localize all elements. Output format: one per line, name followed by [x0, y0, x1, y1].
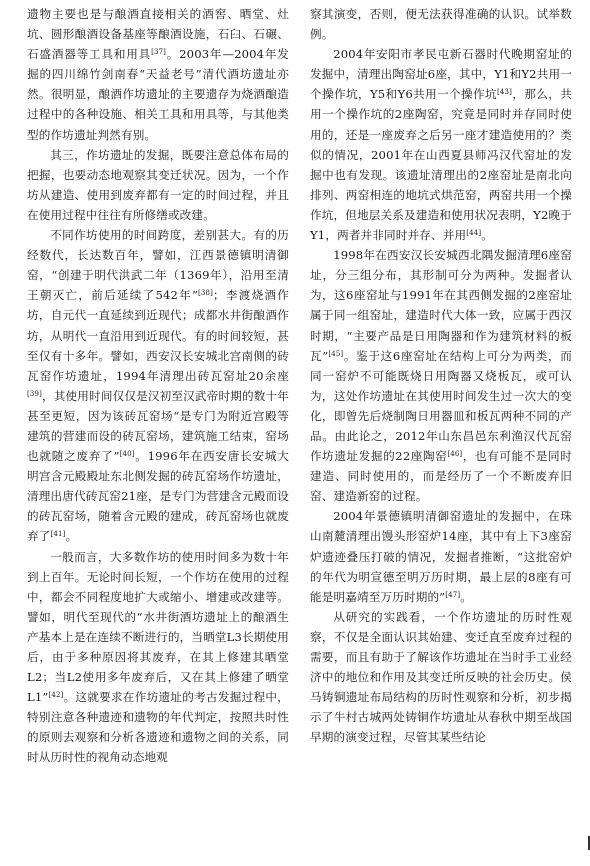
text: 。这就要求在作坊遗址的考古发掘过程中，特别注意各种遗迹和遗物的年代判定，按照共时性的原则去观察和分析各遗迹和遗物之间的关系，同时从历时性的视角动态地观	[27, 690, 289, 765]
paragraph	[27, 547, 289, 768]
text: ，也有可能不是同时建造、同时使用的，而是经历了一个不断废弃旧窑、建造新窑的过程。	[310, 449, 572, 504]
citation-ref: [45]	[328, 349, 344, 358]
citation-ref: [47]	[445, 590, 461, 599]
paragraph	[310, 4, 572, 44]
text: ，那么，共用一个操作坑的2座陶窑，究竟是同时并存同时使用的，还是一座废弃之后另一座才建造使用的？类似的情况，2001年在山西夏县师冯汉代窑址的发掘中也有发现。该遗址清理出的2座窑址是南北向排列、两窑相连的地坑式烘范窑，两窑共用一个操作坑，但地层关系及建造和使用状况表明，Y2晚于Y1，两者并非同时并存、并用	[310, 87, 572, 243]
paragraph	[27, 145, 289, 225]
paragraph	[310, 607, 572, 748]
left-column	[27, 4, 289, 768]
text: 。	[65, 529, 78, 544]
citation-ref: [42]	[48, 691, 64, 700]
text: 从研究的实践看，一个作坊遗址的历时性观察，不仅是全面认识其始建、变迁直至废弃过程的需要，而且有助于了解该作坊遗址在当时手工业经济中的地位和作用及其变迁所反映的社会历史。侯马铸铜遗址布局结构的历时性观察和分析，初步揭示了牛村古城两处铸铜作坊遗址从春秋中期至战国早期的演变过程，尽管其某些结论	[310, 609, 572, 745]
text: 一般而言，大多数作坊的使用时间多为数十年到上百年。无论时间长短，一个作坊在使用的过程中，都会不同程度地扩大或缩小、增建或改建等。譬如，明代至现代的“水井街酒坊遗址上的酿酒生产基本上是在连续不断进行的，当晒堂L3长期使用后，由于多种原因将其废弃，在其上修建其晒堂L2；当L2使用多年废弃后，又在其上修建了晒堂L1”	[27, 549, 289, 705]
citation-ref: [41]	[50, 530, 66, 539]
citation-ref: [43]	[497, 88, 513, 97]
text: 。1996年在西安唐长安城大明宫含元殿殿址东北侧发掘的砖瓦窑场作坊遗址，清理出唐代砖瓦窑21座，是专门为营建含元殿而设的砖瓦窑场，随着含元殿的建成，砖瓦窑场也就废弃了	[27, 449, 289, 544]
text: 。鉴于这6座窑址在结构上可分为两类，而同一窑炉不可能既烧日用陶器又烧板瓦，或可认为，这处作坊遗址在其使用时间发生过一次大的变化，即曾先后烧制陶日用器皿和板瓦两种不同的产品。由此论之，2012年山东昌邑东利渔汉代瓦窑作坊遗址发掘的22座陶窑	[310, 348, 572, 464]
text: 2004年景德镇明清御窑遗址的发掘中，在珠山南麓清理出馒头形窑炉14座，其中有上下3座窑炉遗迹叠压打破的情况，发掘者推断，“这批窑炉的年代为明宣德至明万历时期，最上层的8座有可能是明嘉靖至万历时期的”	[310, 509, 572, 604]
text: 其三，作坊遗址的发掘，既要注意总体布局的把握，也要动态地观察其变迁状况。因为，一个作坊从建造、使用到废弃都有一定的时间过程，并且在使用过程中往往有所修缮或改建。	[27, 147, 289, 222]
text: 察其演变，否则，便无法获得准确的认识。试举数例。	[310, 7, 572, 42]
citation-ref: [40]	[119, 450, 135, 459]
text: 2004年安阳市孝民屯新石器时代晚期窑址的发掘中，清理出陶窑址6座，其中，Y1和Y2共用一个操作坑，Y5和Y6共用一个操作坑	[310, 47, 572, 102]
text: 。	[481, 228, 493, 243]
text: 不同作坊使用的时间跨度，差别甚大。有的历经数代，长达数百年，譬如，江西景德镇明清御窑，“创建于明代洪武二年（1369年），沿用至清王朝灭亡，前后延续了542年”	[27, 228, 289, 303]
text: ，其使用时间仅仅是汉初至汉武帝时期的数十年甚至更短，因为该砖瓦窑场“是专门为附近宫殿等建筑的营建而设的砖瓦窑场，建筑施工结束，窑场也就随之废弃了”	[27, 388, 289, 464]
text: 1998年在西安汉长安城西北隅发掘清理6座窑址，分三组分布，其形制可分为两种。发掘者认为，这6座窑址与1991年在其西侧发掘的2座窑址属于同一组窑址，建造时代大体一致，应属于西汉时期，“主要产品是日用陶器和作为建筑材料的板瓦”	[310, 248, 572, 363]
paragraph	[310, 44, 572, 245]
text: 。2003年—2004年发掘的四川绵竹剑南春“天益老号”清代酒坊遗址亦然。很明显，酿酒作坊遗址的主要遗存为烧酒酿造过程中的各种设施、相关工具和用具等，与其他类型的作坊遗址判然有别。	[27, 47, 289, 142]
paragraph	[27, 225, 289, 547]
text: 遗物主要也是与酿酒直接相关的酒窖、晒堂、灶坑、圆形酿酒设备基座等酿酒设施，石臼、石碾、石盛酒器等工具和用具	[27, 7, 289, 62]
citation-ref: [38]	[198, 289, 214, 298]
text: 。	[460, 589, 472, 604]
citation-ref: [44]	[466, 229, 482, 238]
citation-ref: [46]	[447, 450, 463, 459]
right-column	[310, 4, 572, 747]
citation-ref: [37]	[151, 48, 167, 57]
paragraph	[27, 4, 289, 145]
citation-ref: [39]	[27, 389, 42, 398]
paragraph	[310, 506, 572, 606]
paragraph	[310, 245, 572, 506]
text: ；李渡烧酒作坊，自元代一直延续到近现代；成都水井街酿酒作坊，从明代一直沿用到近现代。有的时间较短，甚至仅有十多年。譬如，西安汉长安城北宫南侧的砖瓦窑作坊遗址，1994年清理出砖瓦窑址20余座	[27, 288, 289, 383]
